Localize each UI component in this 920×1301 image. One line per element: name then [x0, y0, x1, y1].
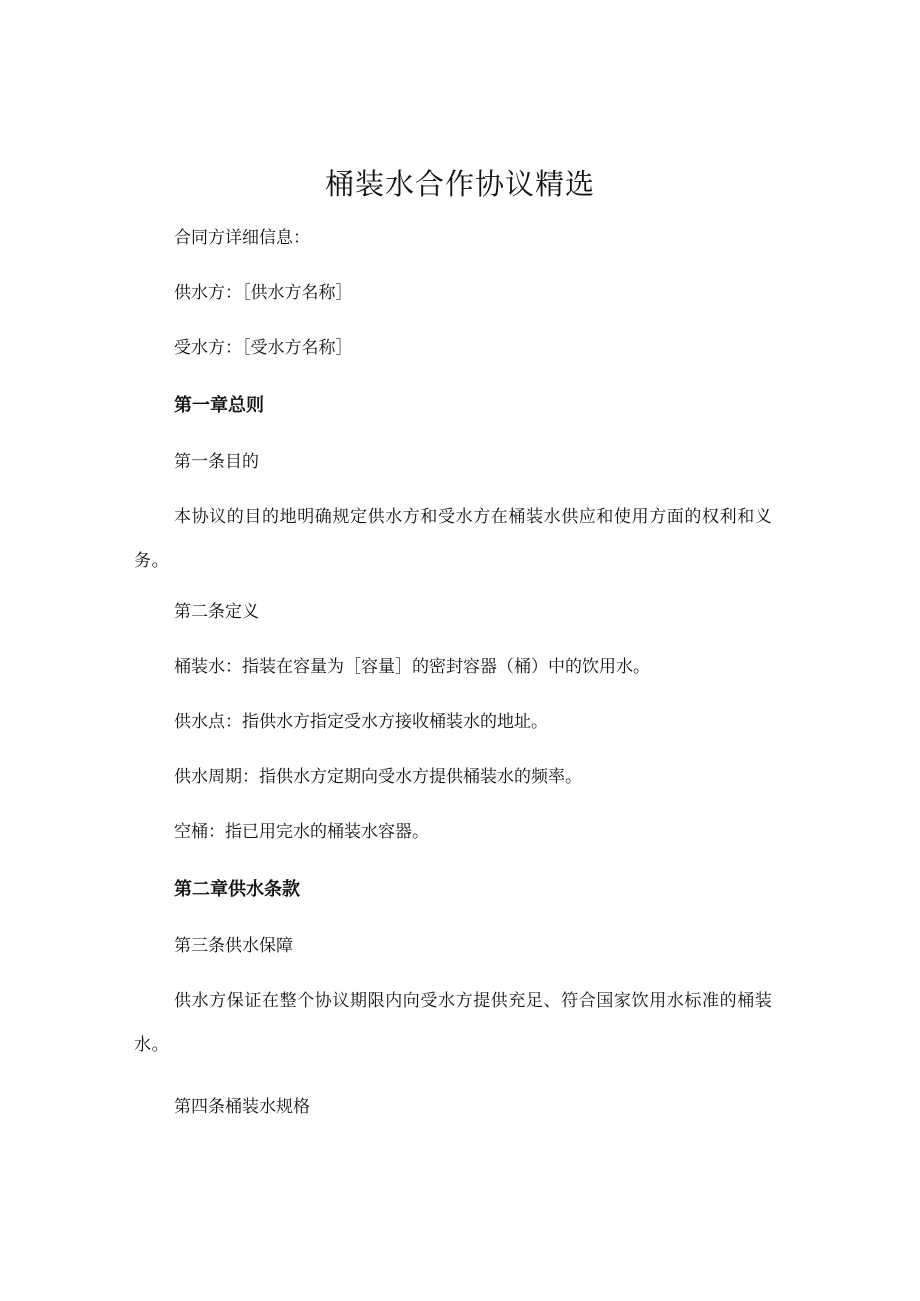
receiver-line: 受水方：［受水方名称］	[174, 338, 353, 358]
definition-supply-cycle: 供水周期：指供水方定期向受水方提供桶装水的频率。	[174, 767, 582, 787]
article1-title: 第一条目的	[174, 452, 259, 472]
article3-text: 供水方保证在整个协议期限内向受水方提供充足、符合国家饮用水标准的桶装水。	[134, 991, 773, 1055]
article1-text: 本协议的目的地明确规定供水方和受水方在桶装水供应和使用方面的权利和义务。	[134, 507, 773, 571]
article2-title: 第二条定义	[174, 602, 259, 622]
definition-empty-bucket: 空桶：指已用完水的桶装水容器。	[174, 822, 429, 842]
chapter1-heading: 第一章总则	[174, 395, 264, 416]
parties-intro: 合同方详细信息：	[174, 228, 310, 248]
definition-supply-point: 供水点：指供水方指定受水方接收桶装水的地址。	[174, 712, 548, 732]
definition-bottled-water: 桶装水：指装在容量为［容量］的密封容器（桶）中的饮用水。	[174, 657, 650, 677]
article4-title: 第四条桶装水规格	[174, 1097, 310, 1117]
chapter2-heading: 第二章供水条款	[174, 879, 300, 900]
supplier-line: 供水方：［供水方名称］	[174, 283, 353, 303]
article3-title: 第三条供水保障	[174, 936, 293, 956]
document-title: 桶装水合作协议精选	[324, 167, 595, 201]
